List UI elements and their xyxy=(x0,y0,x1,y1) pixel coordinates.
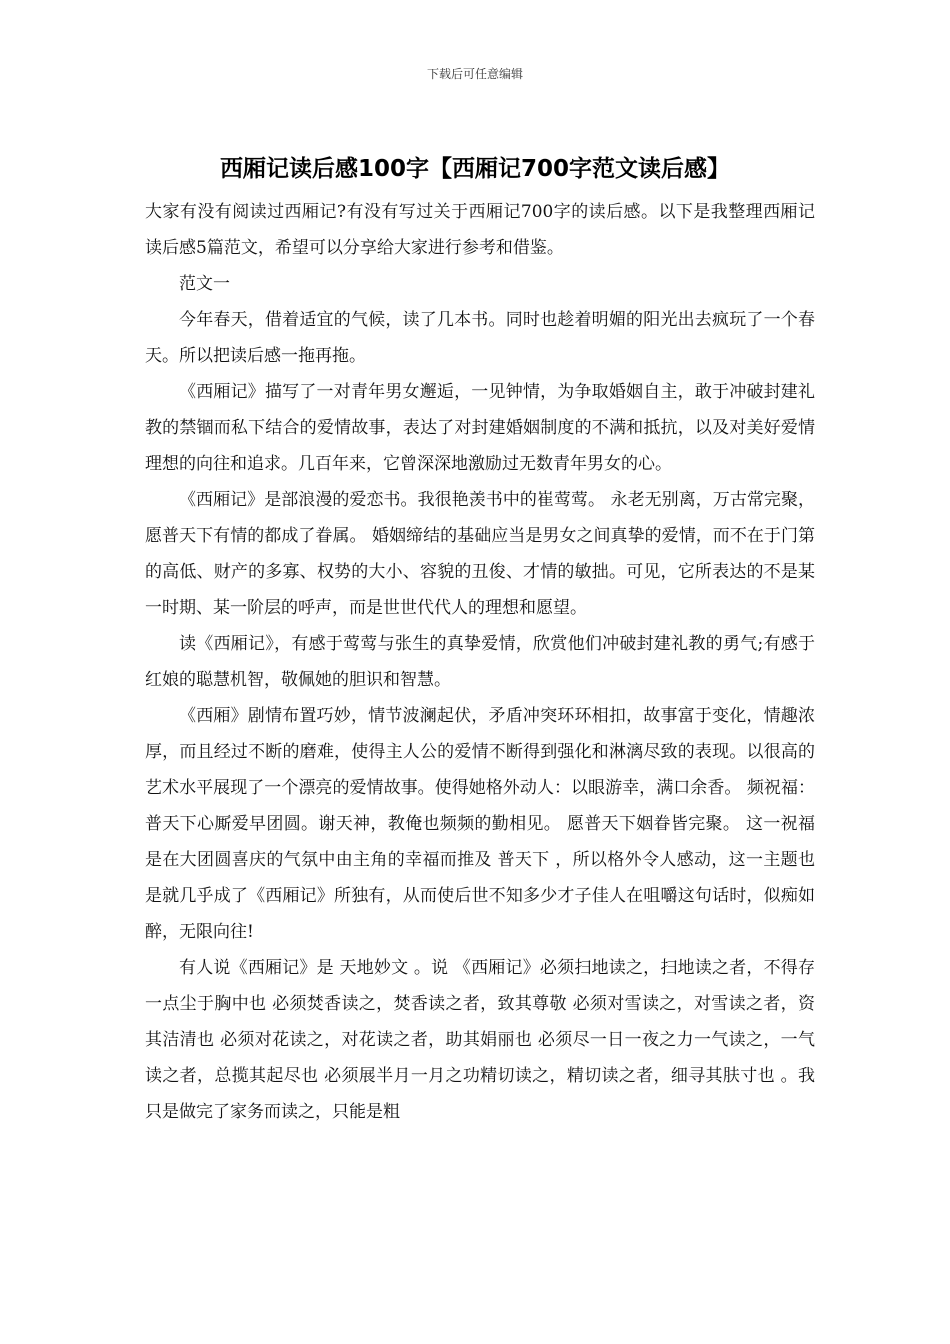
section-label: 范文一 xyxy=(179,274,230,294)
document-title: 西厢记读后感100字【西厢记700字范文读后感】 xyxy=(219,156,731,182)
body-paragraph: 读《西厢记》，有感于莺莺与张生的真挚爱情，欣赏他们冲破封建礼教的勇气;有感于红娘的聪慧机智，敬佩她的胆识和智慧。 xyxy=(145,634,815,690)
document-body xyxy=(145,194,815,1130)
body-paragraph: 《西厢》剧情布置巧妙，情节波澜起伏，矛盾冲突环环相扣，故事富于变化，情趣浓厚，而且经过不断的磨难，使得主人公的爱情不断得到强化和淋漓尽致的表现。以很高的艺术水平展现了一个漂亮的爱情故事。使得她格外动人：以眼游幸，满口余香。 频祝福：普天下心厮爱早团圆。谢天神，教俺也频频的勤相见。 愿普天下姻眷皆完聚。 这一祝福是在大团圆喜庆的气氛中由主角的幸福而推及 普天下 ，所以格外令人感动，这一主题也是就几乎成了《西厢记》所独有，从而使后世不知多少才子佳人在咀嚼这句话时，似痴如醉，无限向往! xyxy=(145,706,815,942)
body-paragraph: 《西厢记》是部浪漫的爱恋书。我很艳羡书中的崔莺莺。 永老无别离，万古常完聚，愿普天下有情的都成了眷属。 婚姻缔结的基础应当是男女之间真挚的爱情，而不在于门第的高低、财产的多寡、权势的大小、容貌的丑俊、才情的敏拙。可见，它所表达的不是某一时期、某一阶层的呼声，而是世世代代人的理想和愿望。 xyxy=(145,490,815,618)
intro-paragraph: 大家有没有阅读过西厢记?有没有写过关于西厢记700字的读后感。以下是我整理西厢记读后感5篇范文，希望可以分享给大家进行参考和借鉴。 xyxy=(145,202,815,258)
body-paragraph: 有人说《西厢记》是 天地妙文 。说 《西厢记》必须扫地读之，扫地读之者，不得存一点尘于胸中也 必须焚香读之，焚香读之者，致其尊敬 必须对雪读之，对雪读之者，资其洁清也 必须对花读之，对花读之者，助其娟丽也 必须尽一日一夜之力一气读之，一气读之者，总揽其起尽也 必须展半月一月之功精切读之，精切读之者，细寻其肤寸也 。我只是做完了家务而读之，只能是粗 xyxy=(145,958,815,1122)
body-paragraph: 今年春天，借着适宜的气候，读了几本书。同时也趁着明媚的阳光出去疯玩了一个春天。所以把读后感一拖再拖。 xyxy=(145,310,815,366)
body-paragraph: 《西厢记》描写了一对青年男女邂逅，一见钟情，为争取婚姻自主，敢于冲破封建礼教的禁锢而私下结合的爱情故事，表达了对封建婚姻制度的不满和抵抗，以及对美好爱情理想的向往和追求。几百年来，它曾深深地激励过无数青年男女的心。 xyxy=(145,382,815,474)
header-note: 下载后可任意编辑 xyxy=(426,67,523,81)
